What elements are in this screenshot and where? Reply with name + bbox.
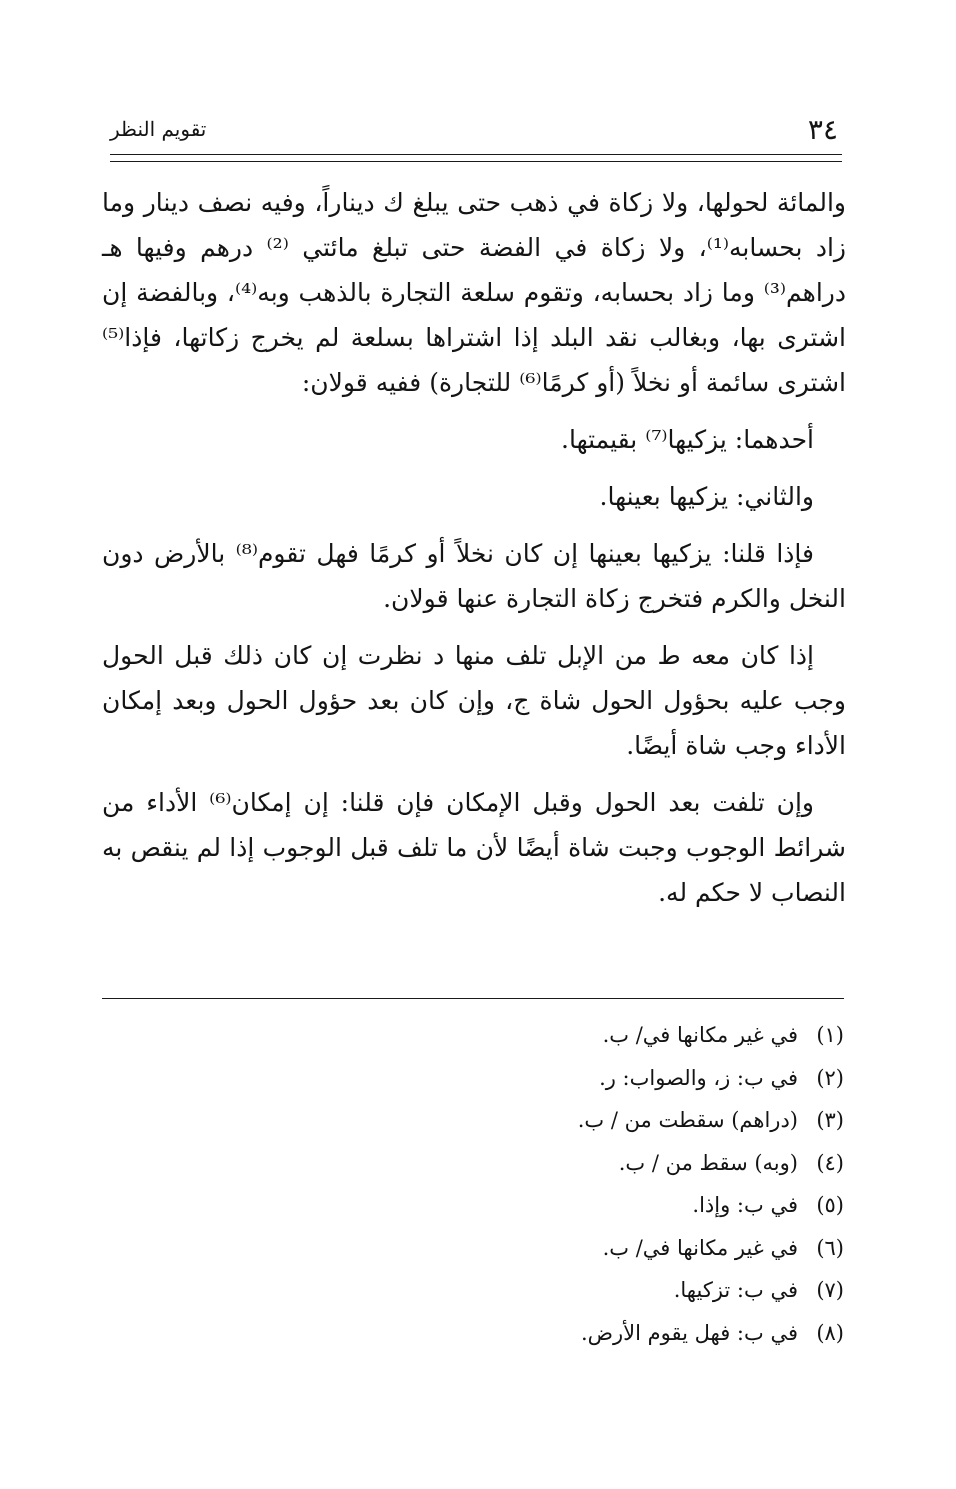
footnote-number: (٨): [816, 1320, 844, 1345]
footnote-text: في ب: فهل يقوم الأرض.: [580, 1320, 798, 1345]
footnote-number: (٦): [816, 1235, 844, 1260]
footnote-item: [444, 1227, 844, 1270]
footnote-item: [444, 1099, 844, 1142]
paragraph: والمائة لحولها، ولا زكاة في ذهب حتى يبلغ ك ديناراً، وفيه نصف دينار وما زاد بحسابه⁽¹⁾، ولا زكاة في الفضة حتى تبلغ مائتي ⁽²⁾ درهم وفيها هـ دراهم⁽³⁾ وما زاد بحسابه، وتقوم سلعة التجارة بالذهب وبه⁽⁴⁾، وبالفضة إن اشترى بها، وبغالب نقد البلد إذا اشتراها بسلعة لم يخرج زكاتها، فإذا⁽⁵⁾ اشترى سائمة أو نخلاً (أو كرمًا⁽⁶⁾ للتجارة) ففيه قولان:: [102, 188, 846, 397]
footnote-text: في ب: تزكيها.: [673, 1278, 798, 1302]
footnote-text: في غير مكانها في/ ب.: [602, 1023, 798, 1047]
header-rule-bottom: [110, 161, 842, 162]
footnote-number: (١): [816, 1023, 844, 1047]
footnote-separator: [102, 998, 844, 999]
footnote-item: [444, 1184, 844, 1227]
main-text: [102, 180, 846, 927]
footnote-text: (وبه) سقط من / ب.: [618, 1150, 798, 1175]
footnote-number: (٤): [816, 1150, 844, 1175]
paragraph: إذا كان معه ط من الإبل تلف منها د نظرت إن كان ذلك قبل الحول وجب عليه بحؤول الحول شاة ج، وإن كان بعد حؤول الحول وبعد إمكان الأداء وجب شاة أيضًا.: [102, 641, 846, 760]
footnote-number: (٥): [816, 1193, 844, 1217]
paragraph: أحدهما: يزكيها⁽⁷⁾ بقيمتها.: [561, 425, 814, 454]
header-rule-top: [110, 154, 842, 155]
paragraph: وإن تلفت بعد الحول وقبل الإمكان فإن قلنا: إن إمكان⁽⁶⁾ الأداء من شرائط الوجوب وجبت شاة أيضًا لأن ما تلف قبل الوجوب إذا لم ينقص به النصاب لا حكم له.: [102, 788, 846, 907]
footnote-text: (دراهم) سقطت من / ب.: [577, 1108, 798, 1132]
footnote-item: [444, 1057, 844, 1100]
footnotes-list: [444, 1014, 844, 1354]
footnote-text: في ب: وإذا.: [692, 1193, 798, 1217]
paragraph: فإذا قلنا: يزكيها بعينها إن كان نخلاً أو كرمًا فهل تقوم⁽⁸⁾ بالأرض دون النخل والكرم فتخرج زكاة التجارة عنها قولان.: [102, 539, 846, 613]
footnote-item: [444, 1014, 844, 1057]
page-number: ٣٤: [807, 113, 838, 146]
footnote-number: (٢): [816, 1065, 844, 1090]
footnote-item: [444, 1142, 844, 1185]
footnote-number: (٧): [816, 1278, 844, 1302]
running-title: تقويم النظر: [110, 117, 207, 141]
footnote-number: (٣): [816, 1108, 844, 1132]
footnote-item: [444, 1269, 844, 1312]
footnote-text: في غير مكانها في/ ب.: [602, 1235, 798, 1260]
page-header: [110, 112, 840, 148]
footnote-item: [444, 1312, 844, 1355]
paragraph: والثاني: يزكيها بعينها.: [599, 482, 814, 511]
footnote-text: في ب: ز، والصواب: ر.: [599, 1065, 798, 1090]
